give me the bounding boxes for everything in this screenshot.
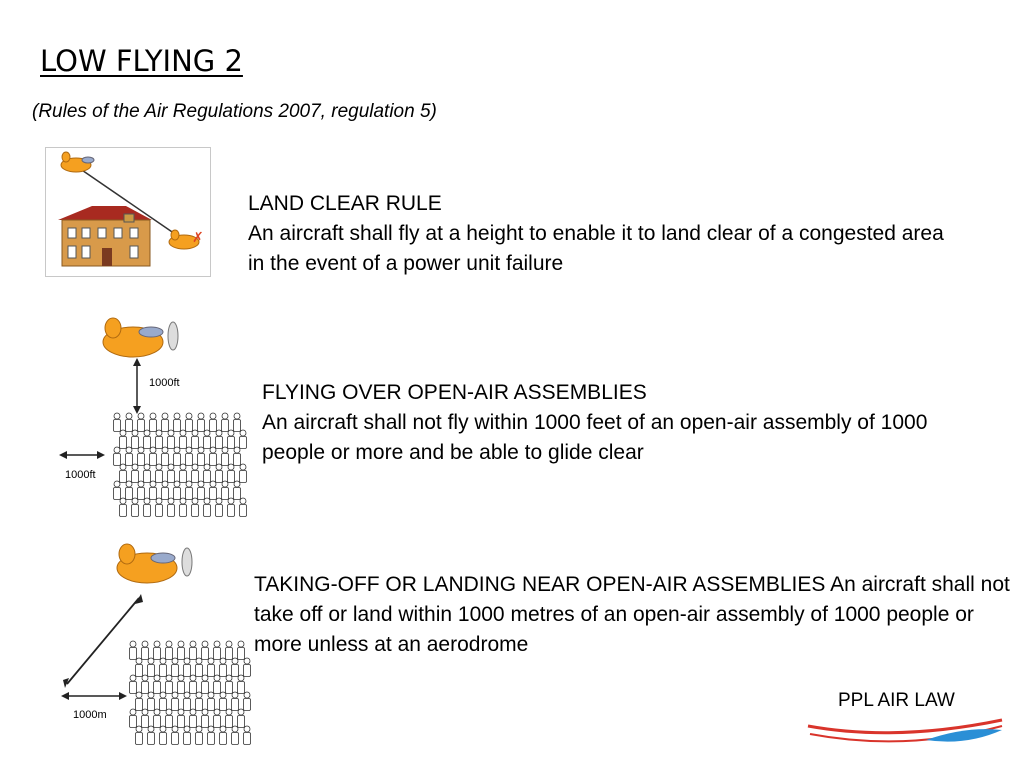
airplane-icon (117, 544, 192, 583)
logo-swoosh-icon (806, 712, 1006, 752)
crashed-airplane-icon (169, 229, 204, 249)
slide-title: LOW FLYING 2 (40, 44, 243, 78)
land-clear-rule-block (248, 189, 948, 279)
vertical-distance-label: 1000ft (149, 377, 180, 389)
landing-distance-label: 1000m (73, 709, 107, 721)
takeoff-path-line (67, 598, 139, 684)
airplane-icon (61, 152, 94, 172)
rule-heading: TAKING-OFF OR LANDING NEAR OPEN-AIR ASSEMBLIES (254, 573, 826, 596)
rule-text: An aircraft shall not fly within 1000 feet of an open-air assembly of 1000 people or more and be able to glide clear (262, 411, 928, 464)
airplane-icon (103, 318, 178, 357)
horizontal-distance-label: 1000ft (65, 469, 96, 481)
land-clear-diagram (46, 148, 210, 276)
slide-subtitle: (Rules of the Air Regulations 2007, regulation 5) (32, 101, 437, 122)
assembly-overflight-illustration (55, 312, 255, 522)
cross-mark-icon: ✗ (192, 229, 204, 245)
rule-text (254, 570, 1024, 660)
rule-text: An aircraft shall fly at a height to enable it to land clear of a congested area in the event of a power unit failure (248, 222, 944, 275)
land-clear-illustration (45, 147, 211, 277)
house-icon (58, 206, 152, 266)
rule-heading: FLYING OVER OPEN-AIR ASSEMBLIES (262, 381, 647, 404)
open-air-assemblies-block (262, 378, 982, 468)
crowd-icon (114, 413, 247, 517)
crowd-icon (130, 641, 251, 745)
rule-heading: LAND CLEAR RULE (248, 192, 442, 215)
rule-body: An aircraft shall not take off or land within 1000 metres of an open-air assembly of 1000 people or more unless at an aerodrome (254, 573, 1010, 656)
takeoff-landing-illustration (55, 540, 255, 755)
takeoff-landing-block (254, 570, 1024, 660)
footer-label: PPL AIR LAW (838, 690, 955, 711)
